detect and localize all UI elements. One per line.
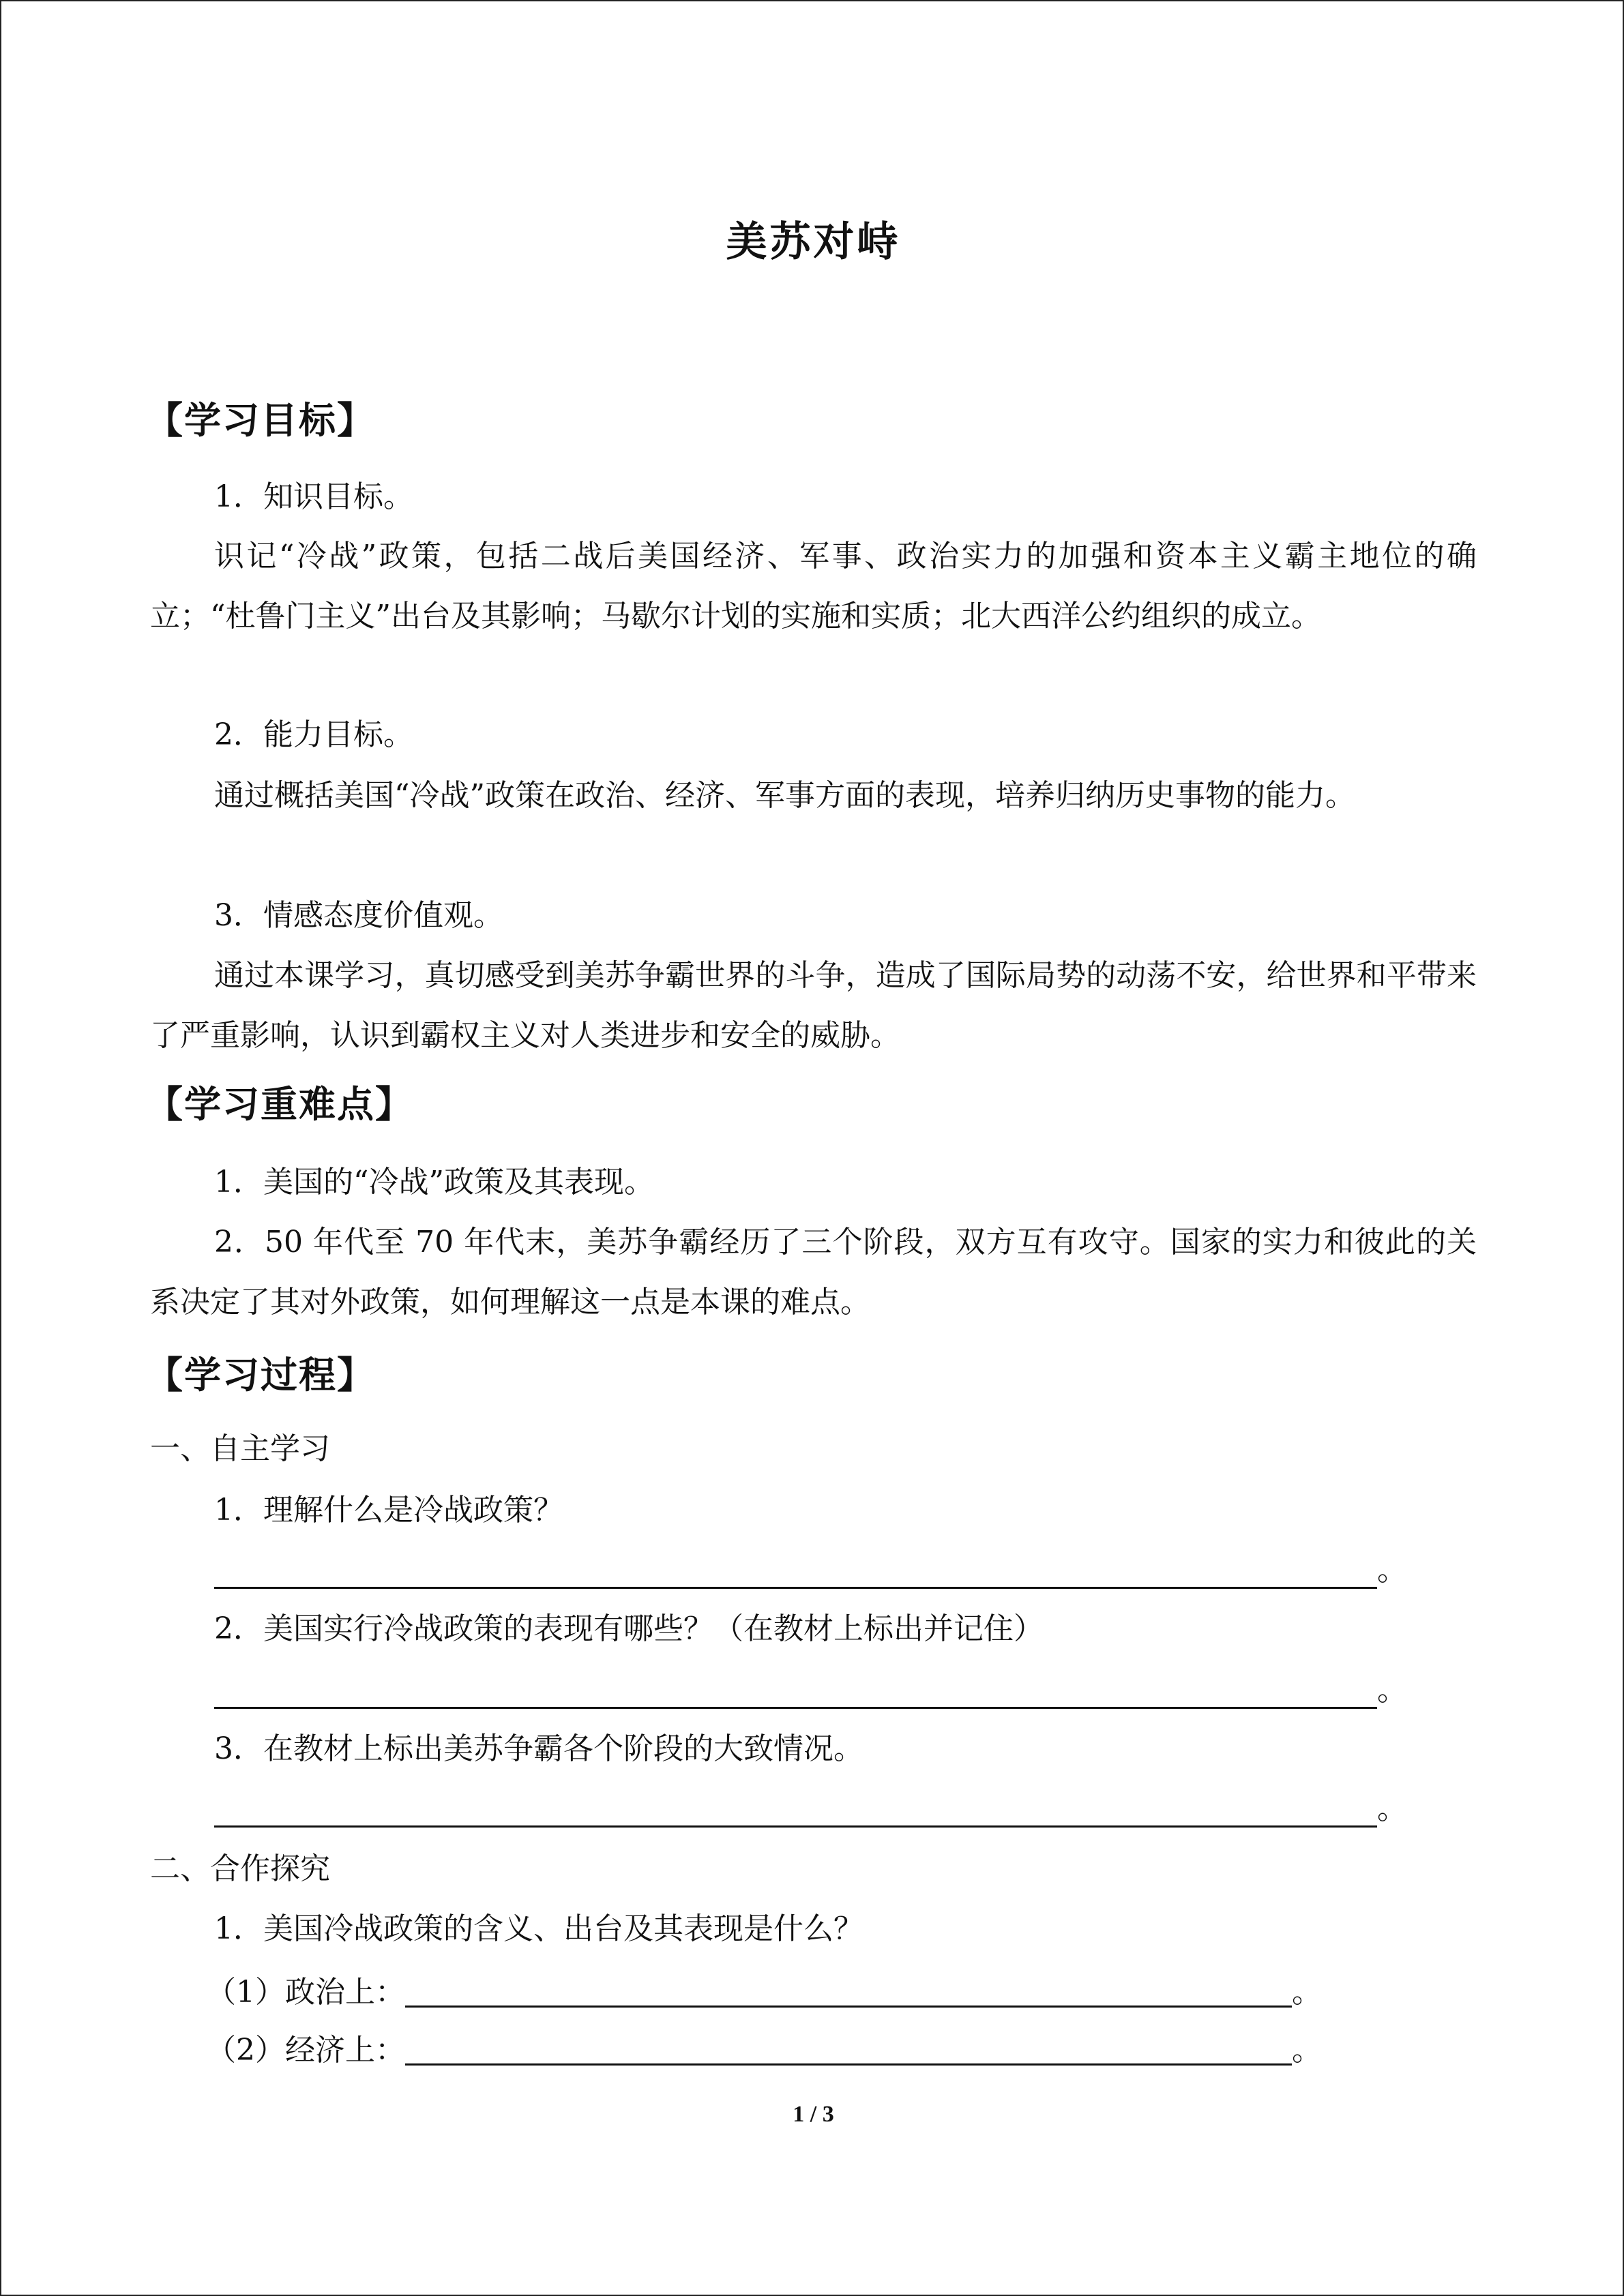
goal-ability-text: 通过概括美国“冷战”政策在政治、经济、军事方面的表现，培养归纳历史事物的能力。 bbox=[214, 778, 1355, 813]
goal-ability-label: 2．能力目标。 bbox=[214, 717, 413, 752]
fill-politics[interactable] bbox=[206, 1972, 1322, 2013]
fill-economy-label: （2）经济上： bbox=[206, 2033, 405, 2068]
question-2: 2．美国实行冷战政策的表现有哪些？（在教材上标出并记住） bbox=[214, 1611, 1044, 1646]
answer-line-1[interactable] bbox=[214, 1587, 1377, 1589]
fill-politics-period: 。 bbox=[1292, 1975, 1322, 2010]
section-heading-process: 【学习过程】 bbox=[146, 1354, 375, 1397]
part-self-study-title: 一、自主学习 bbox=[150, 1431, 330, 1466]
key-point-2: 2．50 年代至 70 年代末，美苏争霸经历了三个阶段，双方互有攻守。国家的实力和彼此的关系决定了其对外政策，如何理解这一点是本课的难点。 bbox=[150, 1225, 1477, 1320]
part-cooperative-title: 二、合作探究 bbox=[150, 1851, 330, 1886]
period-3: 。 bbox=[1377, 1791, 1407, 1826]
fill-economy-line[interactable] bbox=[405, 2063, 1292, 2066]
question-1: 1．理解什么是冷战政策？ bbox=[214, 1493, 563, 1527]
section-heading-key-points: 【学习重难点】 bbox=[146, 1083, 413, 1126]
question-3: 3．在教材上标出美苏争霸各个阶段的大致情况。 bbox=[214, 1731, 863, 1766]
page-title: 美苏对峙 bbox=[726, 218, 901, 266]
goal-emotion-label: 3．情感态度价值观。 bbox=[214, 898, 503, 933]
fill-politics-line[interactable] bbox=[405, 2006, 1292, 2008]
page-indicator: 1 / 3 bbox=[793, 2102, 834, 2127]
answer-blank-3[interactable] bbox=[214, 1787, 1407, 1828]
fill-economy[interactable] bbox=[206, 2030, 1322, 2071]
section-heading-goals: 【学习目标】 bbox=[146, 399, 375, 442]
answer-line-2[interactable] bbox=[214, 1707, 1377, 1709]
period-1: 。 bbox=[1377, 1553, 1407, 1587]
goal-knowledge-label: 1．知识目标。 bbox=[214, 479, 413, 514]
key-point-1: 1．美国的“冷战”政策及其表现。 bbox=[214, 1165, 654, 1199]
fill-politics-label: （1）政治上： bbox=[206, 1975, 405, 2010]
goal-knowledge-text: 识记“冷战”政策，包括二战后美国经济、军事、政治实力的加强和资本主义霸主地位的确立；“杜鲁门主义”出台及其影响；马歇尔计划的实施和实质；北大西洋公约组织的成立。 bbox=[150, 539, 1477, 633]
period-2: 。 bbox=[1377, 1673, 1407, 1708]
answer-blank-2[interactable] bbox=[214, 1668, 1407, 1709]
answer-blank-1[interactable] bbox=[214, 1548, 1407, 1589]
answer-line-3[interactable] bbox=[214, 1825, 1377, 1828]
fill-economy-period: 。 bbox=[1292, 2033, 1322, 2068]
cooperative-question-1: 1．美国冷战政策的含义、出台及其表现是什么？ bbox=[214, 1911, 863, 1946]
goal-emotion-text: 通过本课学习，真切感受到美苏争霸世界的斗争，造成了国际局势的动荡不安，给世界和平带来了严重影响，认识到霸权主义对人类进步和安全的威胁。 bbox=[150, 958, 1477, 1053]
